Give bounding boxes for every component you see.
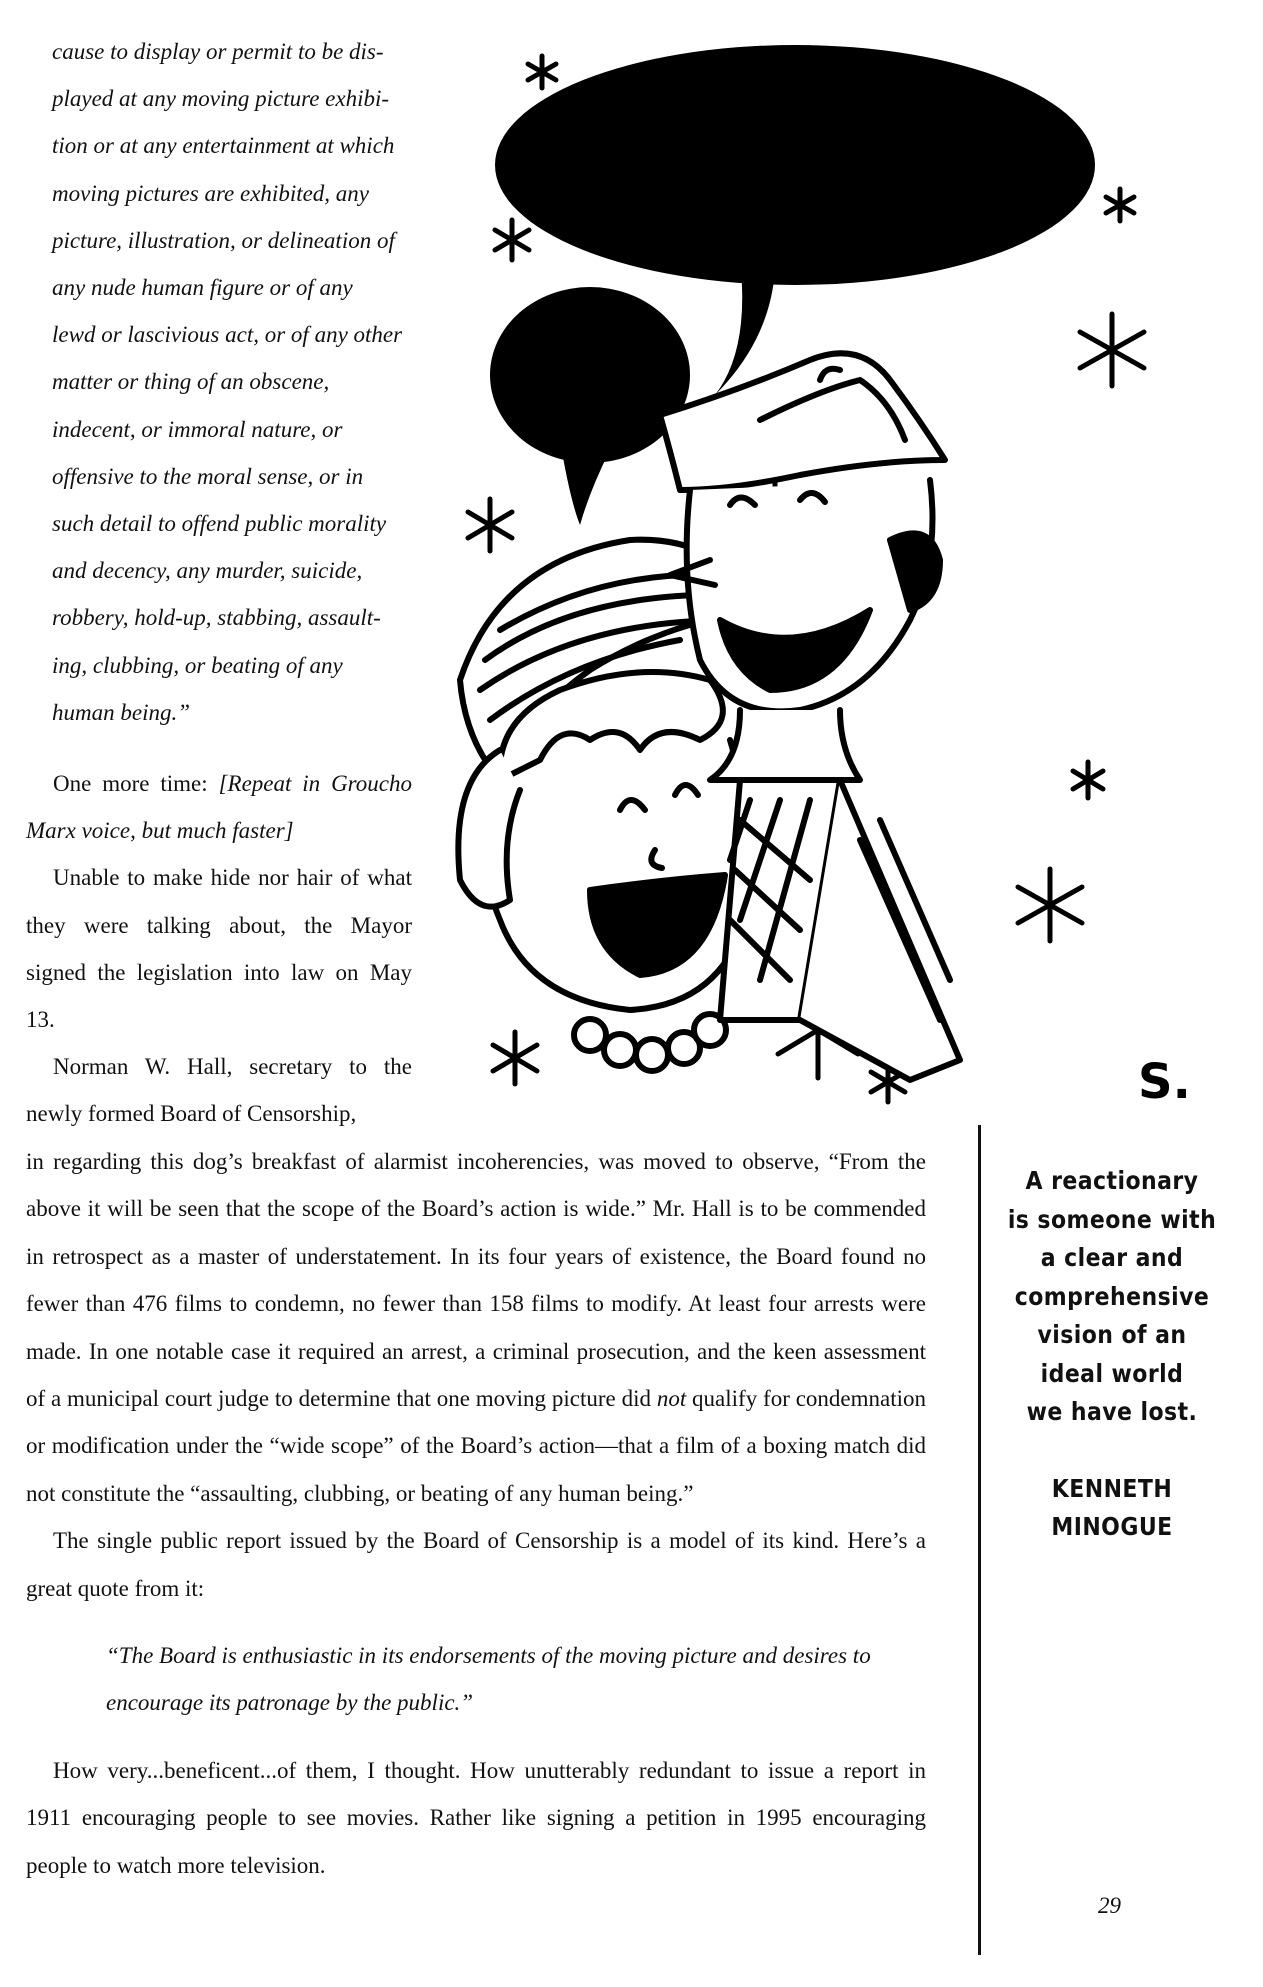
cartoon-illustration (440, 20, 1200, 1110)
artist-signature: S. (1138, 1054, 1191, 1110)
ordinance-quote-column (52, 28, 412, 736)
star-icon (1080, 314, 1144, 386)
page-number: 29 (1098, 1893, 1121, 1918)
pull-quote-author (1005, 1470, 1220, 1547)
pull-quote-line: A reactionary (1025, 1166, 1199, 1195)
ordinance-line: lewd or lascivious act, or of any other (52, 322, 403, 348)
star-icon (1018, 869, 1082, 941)
paragraph-board-scope (26, 1138, 926, 1517)
ordinance-line: played at any moving picture exhibi- (52, 86, 390, 112)
ordinance-line: picture, illustration, or delineation of (52, 227, 395, 253)
star-icon (493, 1032, 537, 1084)
narrow-body-column (26, 760, 412, 1138)
pull-quote-sidebar (1005, 1162, 1220, 1547)
sidebar-divider (978, 1125, 981, 1955)
ordinance-line: tion or at any entertainment at which (52, 133, 395, 159)
ordinance-line: matter or thing of an obscene, (52, 369, 330, 395)
pull-quote-line: vision of an (1037, 1320, 1187, 1349)
author-name-line: MINOGUE (1051, 1512, 1173, 1541)
paragraph-text: One more time: (53, 771, 219, 796)
star-icon (468, 499, 512, 551)
paragraph-text: in regarding this dog’s breakfast of alarmist incoherencies, was moved to observe, “From the above it will be seen that the scope of the Board’s action is wide.” Mr. Hall is to be commended in retrospect as a master of understatement. In its four years of existence, the Board found no fewer than 476 films to condemn, no fewer than 158 films to modify. At least four arrests were made. In one notable case it required an arrest, a criminal prosecution, and the keen assessment of a municipal court judge to determine that one moving picture did (26, 1149, 926, 1412)
ordinance-line: robbery, hold-up, stabbing, assault- (52, 605, 381, 631)
pull-quote-line: comprehensive (1014, 1281, 1210, 1311)
paragraph-public-report: The single public report issued by the Board of Censorship is a model of its kind. Here’s a great quote from it: (26, 1528, 926, 1601)
pull-quote-line: a clear and (1040, 1243, 1184, 1272)
ordinance-line: human being.” (52, 699, 190, 725)
star-icon (1073, 762, 1103, 798)
paragraph-text: qualify for condemnation or modification under the “wide scope” of the Board’s action—that a film of a boxing match did not constitute the “assaulting, clubbing, or beating of any human being.” (26, 1386, 926, 1506)
pull-quote-line: we have lost. (1026, 1397, 1198, 1426)
pull-quote-line: ideal world (1040, 1358, 1184, 1388)
ordinance-line: offensive to the moral sense, or in (52, 463, 364, 489)
ordinance-line: such detail to offend public morality (52, 511, 387, 537)
star-icon (1106, 189, 1134, 221)
ordinance-line: and decency, any murder, suicide, (52, 558, 363, 584)
paragraph-norman-hall: Norman W. Hall, secretary to the newly formed Board of Censorship, (26, 1054, 412, 1127)
ordinance-line: indecent, or immoral nature, or (52, 416, 343, 442)
paragraph-mayor: Unable to make hide nor hair of what they were talking about, the Mayor signed the legislation into law on May 13. (26, 865, 412, 1033)
small-speech-bubble (490, 287, 690, 525)
ordinance-line: ing, clubbing, or beating of any (52, 652, 343, 678)
ordinance-line: cause to display or permit to be dis- (52, 39, 384, 64)
block-quote: “The Board is enthusiastic in its endorsements of the moving picture and desires to encourage its patronage by the public.” (106, 1643, 871, 1716)
pull-quote-line: is someone with (1007, 1204, 1217, 1234)
emphasis: not (656, 1386, 687, 1412)
star-icon (495, 220, 529, 260)
paragraph-one-more-time (26, 760, 412, 854)
star-icon (528, 56, 556, 88)
main-body-column (26, 1138, 926, 1889)
stage-direction: [Repeat in Groucho Marx voice, but much faster] (26, 771, 412, 844)
ordinance-line: any nude human figure or of any (52, 275, 353, 301)
ordinance-line: moving pictures are exhibited, any (52, 180, 370, 206)
author-name-line: KENNETH (1051, 1473, 1173, 1503)
paragraph-beneficent: How very...beneficent...of them, I thought. How unutterably redundant to issue a report in 1911 encouraging people to see movies. Rather like signing a petition in 1995 encouraging people to watch more television. (26, 1757, 926, 1878)
